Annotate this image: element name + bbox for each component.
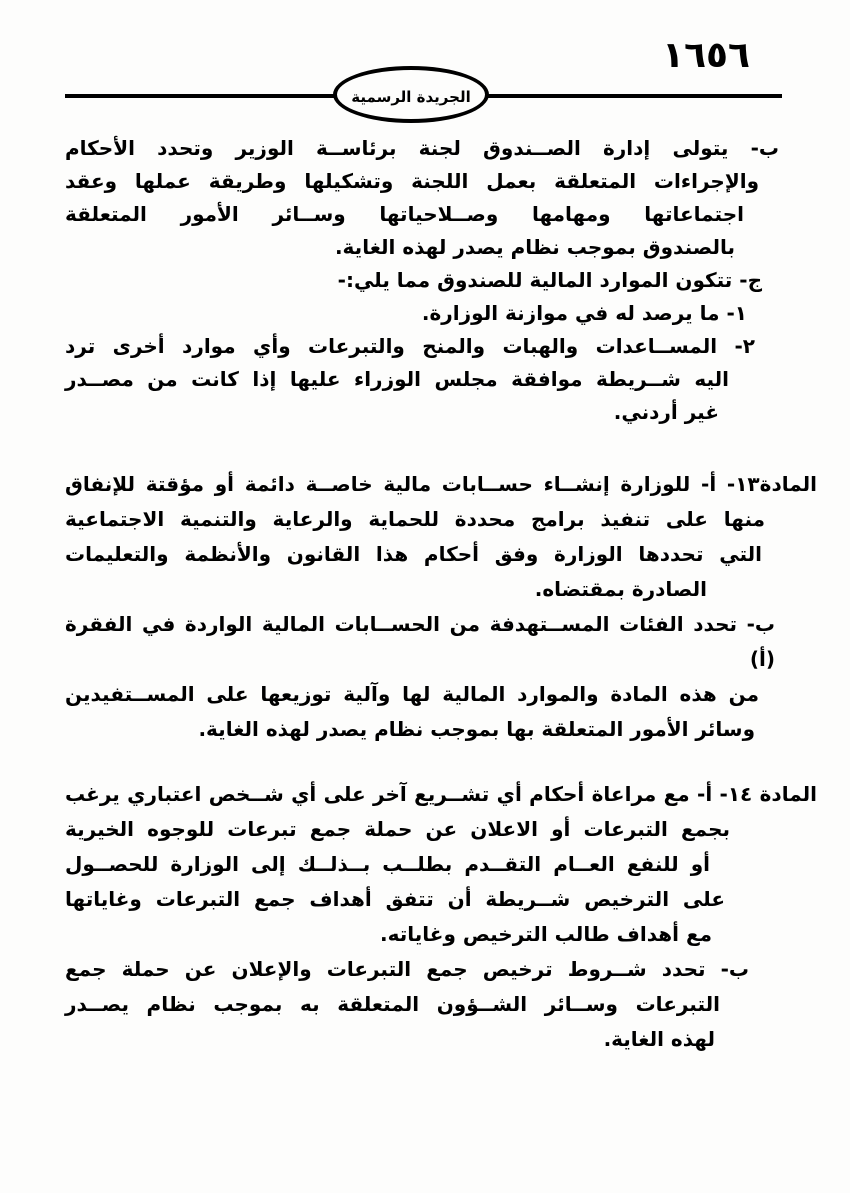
paragraph-item-b-c bbox=[65, 132, 817, 429]
gazette-label: الجريدة الرسمية bbox=[351, 88, 471, 106]
text-line: ١- ما يرصد له في موازنة الوزارة. bbox=[421, 301, 747, 325]
paragraph-article-14 bbox=[65, 777, 817, 1057]
text-line: التي تحددها الوزارة وفق أحكام هذا القانون والأنظمة والتعليمات bbox=[65, 542, 762, 566]
text-line: على الترخيص شــريطة أن تتفق أهداف جمع التبرعات وغاياتها bbox=[65, 887, 725, 911]
text-line: بجمع التبرعات أو الاعلان عن حملة جمع تبرعات للوجوه الخيرية bbox=[65, 817, 730, 841]
text-line: مع أهداف طالب الترخيص وغاياته. bbox=[380, 922, 712, 946]
text-line: التبرعات وســائر الشــؤون المتعلقة به بموجب نظام يصــدر bbox=[65, 992, 720, 1016]
text-line: ب- تحدد شــروط ترخيص جمع التبرعات والإعلان عن حملة جمع bbox=[65, 957, 749, 981]
text-line: ج- تتكون الموارد المالية للصندوق مما يلي:- bbox=[337, 268, 762, 292]
text-line: ب- يتولى إدارة الصــندوق لجنة برئاســة الوزير وتحدد الأحكام bbox=[65, 136, 779, 160]
text-line: اليه شــريطة موافقة مجلس الوزراء عليها إذا كانت من مصــدر bbox=[65, 367, 729, 391]
text-line: المادة ١٤- أ- مع مراعاة أحكام أي تشــريع آخر على أي شــخص اعتباري يرغب bbox=[65, 782, 817, 806]
text-line: ٢- المســاعدات والهبات والمنح والتبرعات وأي موارد أخرى ترد bbox=[65, 334, 755, 358]
page-number: ١٦٥٦ bbox=[662, 35, 750, 76]
text-line: أو للنفع العــام التقــدم بطلــب بــذلــك إلى الوزارة للحصــول bbox=[65, 852, 710, 876]
text-line: بالصندوق بموجب نظام يصدر لهذه الغاية. bbox=[334, 235, 735, 259]
text-line: المادة١٣- أ- للوزارة إنشــاء حســابات مالية خاصــة دائمة أو مؤقتة للإنفاق bbox=[65, 472, 817, 496]
text-line: غير أردني. bbox=[613, 400, 719, 424]
paragraph-article-13 bbox=[65, 467, 817, 747]
text-line: وسائر الأمور المتعلقة بها بموجب نظام يصدر لهذه الغاية. bbox=[198, 717, 755, 741]
text-line: منها على تنفيذ برامج محددة للحماية والرعاية والتنمية الاجتماعية bbox=[65, 507, 765, 531]
text-line: لهذه الغاية. bbox=[603, 1027, 715, 1051]
text-line: اجتماعاتها ومهامها وصــلاحياتها وســائر الأمور المتعلقة bbox=[65, 202, 744, 226]
document-body bbox=[65, 132, 817, 1057]
text-line: والإجراءات المتعلقة بعمل اللجنة وتشكيلها وطريقة عملها وعقد bbox=[65, 169, 759, 193]
text-line: من هذه المادة والموارد المالية لها وآلية توزيعها على المســتفيدين bbox=[65, 682, 759, 706]
text-line: الصادرة بمقتضاه. bbox=[534, 577, 707, 601]
text-line: ب- تحدد الفئات المســتهدفة من الحســابات المالية الواردة في الفقرة (أ) bbox=[65, 612, 775, 671]
gazette-seal-oval bbox=[333, 66, 489, 123]
